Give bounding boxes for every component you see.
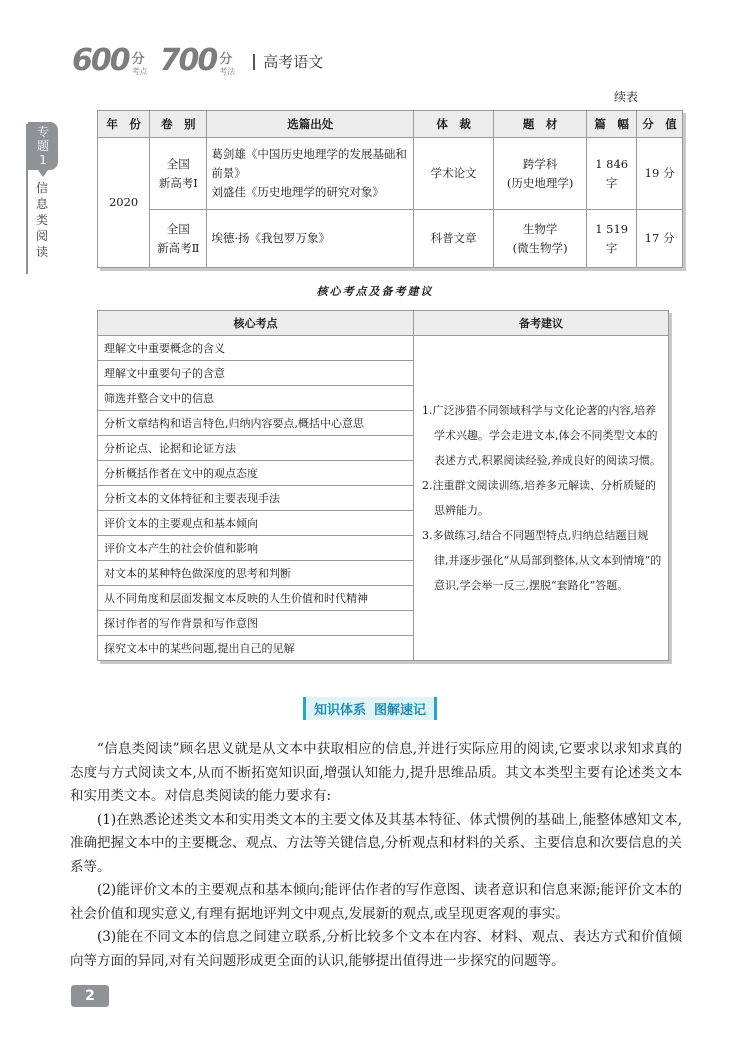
chapter-tab-line1: 专 [36, 125, 49, 139]
topic-cell: 跨学科 (历史地理学) [494, 138, 587, 210]
section-banner [303, 697, 437, 720]
section-title: 核心考点及备考建议 [316, 285, 434, 298]
col-score: 分 值 [637, 111, 683, 138]
table-row [98, 210, 683, 268]
core-points-table [97, 310, 669, 661]
score-cell: 17 分 [637, 210, 683, 268]
core-point: 探讨作者的写作背景和写作意图 [98, 611, 414, 636]
table-row [98, 336, 669, 361]
body-text [70, 738, 682, 973]
col-length: 篇 幅 [587, 111, 637, 138]
body-paragraph: “信息类阅读”顾名思义就是从文本中获取相应的信息,并进行实际应用的阅读,它要求以求知求真的态度与方式阅读文本,从而不断拓宽知识面,增强认知能力,提升思维品质。其文本类型主要有论述类文本和实用类文本。对信息类阅读的能力要求有: [70, 741, 682, 804]
banner-part2: 图解速记 [374, 703, 427, 718]
advice-item: 1.广泛涉猎不同领域科学与文化论著的内容,培养学术兴趣。学会走进文本,体会不同类型文本的表述方式,积累阅读经验,养成良好的阅读习惯。 [422, 404, 661, 467]
core-point: 理解文中重要概念的含义 [98, 336, 414, 361]
source-cell: 埃德·扬《我包罗万象》 [207, 210, 414, 268]
core-point: 对文本的某种特色做深度的思考和判断 [98, 561, 414, 586]
banner-part1: 知识体系 [314, 703, 367, 718]
core-point: 评价文本产生的社会价值和影响 [98, 536, 414, 561]
advice-cell [414, 336, 669, 661]
exam-sources-table [97, 110, 683, 268]
col-year: 年 份 [98, 111, 150, 138]
chapter-tab[interactable] [28, 122, 58, 170]
chapter-label: 信息类阅读 [35, 181, 48, 259]
chapter-tab-line2: 题 [36, 139, 49, 153]
source-cell: 葛剑雄《中国历史地理学的发展基础和前景》 刘盛佳《历史地理学的研究对象》 [207, 138, 414, 210]
col-topic: 题 材 [494, 111, 587, 138]
book-title: 高考语文 [253, 54, 323, 70]
logo-700: 700 [159, 43, 217, 78]
chapter-tab-line3: 1 [39, 153, 47, 167]
topic-cell: 生物学 (微生物学) [494, 210, 587, 268]
col-genre: 体 裁 [414, 111, 494, 138]
logo-600-kaodian: 考点 [131, 67, 148, 76]
core-point: 筛选并整合文中的信息 [98, 386, 414, 411]
core-point: 理解文中重要句子的含意 [98, 361, 414, 386]
col-advice: 备考建议 [414, 311, 669, 336]
length-cell: 1 519 字 [587, 210, 637, 268]
logo-600: 600 [72, 43, 129, 78]
core-point: 分析概括作者在文中的观点态度 [98, 461, 414, 486]
table-header-row [98, 311, 669, 336]
page-number: 2 [71, 985, 109, 1007]
col-volume: 卷 别 [150, 111, 207, 138]
body-paragraph: (3)能在不同文本的信息之间建立联系,分析比较多个文本在内容、材料、观点、表达方式和价值倾向等方面的异同,对有关问题形成更全面的认识,能够提出值得进一步探究的问题等。 [70, 929, 682, 969]
core-point: 从不同角度和层面发掘文本反映的人生价值和时代精神 [98, 586, 414, 611]
col-core-points: 核心考点 [98, 311, 414, 336]
body-paragraph: (2)能评价文本的主要观点和基本倾向;能评估作者的写作意图、读者意识和信息来源;能评价文本的社会价值和现实意义,有理有据地评判文中观点,发展新的观点,或呈现更客观的事实。 [70, 882, 682, 922]
col-source: 选篇出处 [207, 111, 414, 138]
core-point: 分析文本的文体特征和主要表现手法 [98, 486, 414, 511]
volume-cell: 全国 新高考Ⅱ [150, 210, 207, 268]
genre-cell: 学术论文 [414, 138, 494, 210]
score-cell: 19 分 [637, 138, 683, 210]
core-point: 分析论点、论据和论证方法 [98, 436, 414, 461]
logo-700-kaofa: 考法 [219, 67, 236, 76]
genre-cell: 科普文章 [414, 210, 494, 268]
core-point: 分析文章结构和语言特色,归纳内容要点,概括中心意思 [98, 411, 414, 436]
core-point: 探究文本中的某些问题,提出自己的见解 [98, 636, 414, 661]
continued-label: 续表 [614, 90, 639, 104]
core-point: 评价文本的主要观点和基本倾向 [98, 511, 414, 536]
table-header-row [98, 111, 683, 138]
year-cell: 2020 [98, 138, 150, 268]
logo-700-fen: 分 [219, 52, 233, 67]
body-paragraph: (1)在熟悉论述类文本和实用类文本的主要文体及其基本特征、体式惯例的基础上,能整体感知文本,准确把握文本中的主要概念、观点、方法等关键信息,分析观点和材料的关系、主要信息和次要信息的关系等。 [70, 811, 682, 875]
advice-item: 3.多做练习,结合不同题型特点,归纳总结题目规律,并逐步强化“从局部到整体,从文本到情境”的意识,学会举一反三,摆脱“套路化”答题。 [422, 529, 662, 592]
advice-item: 2.注重群文阅读训练,培养多元解读、分析质疑的思辨能力。 [422, 479, 656, 517]
volume-cell: 全国 新高考Ⅰ [150, 138, 207, 210]
header-logo [72, 40, 323, 76]
table-row [98, 138, 683, 210]
logo-600-fen: 分 [131, 52, 145, 67]
length-cell: 1 846 字 [587, 138, 637, 210]
